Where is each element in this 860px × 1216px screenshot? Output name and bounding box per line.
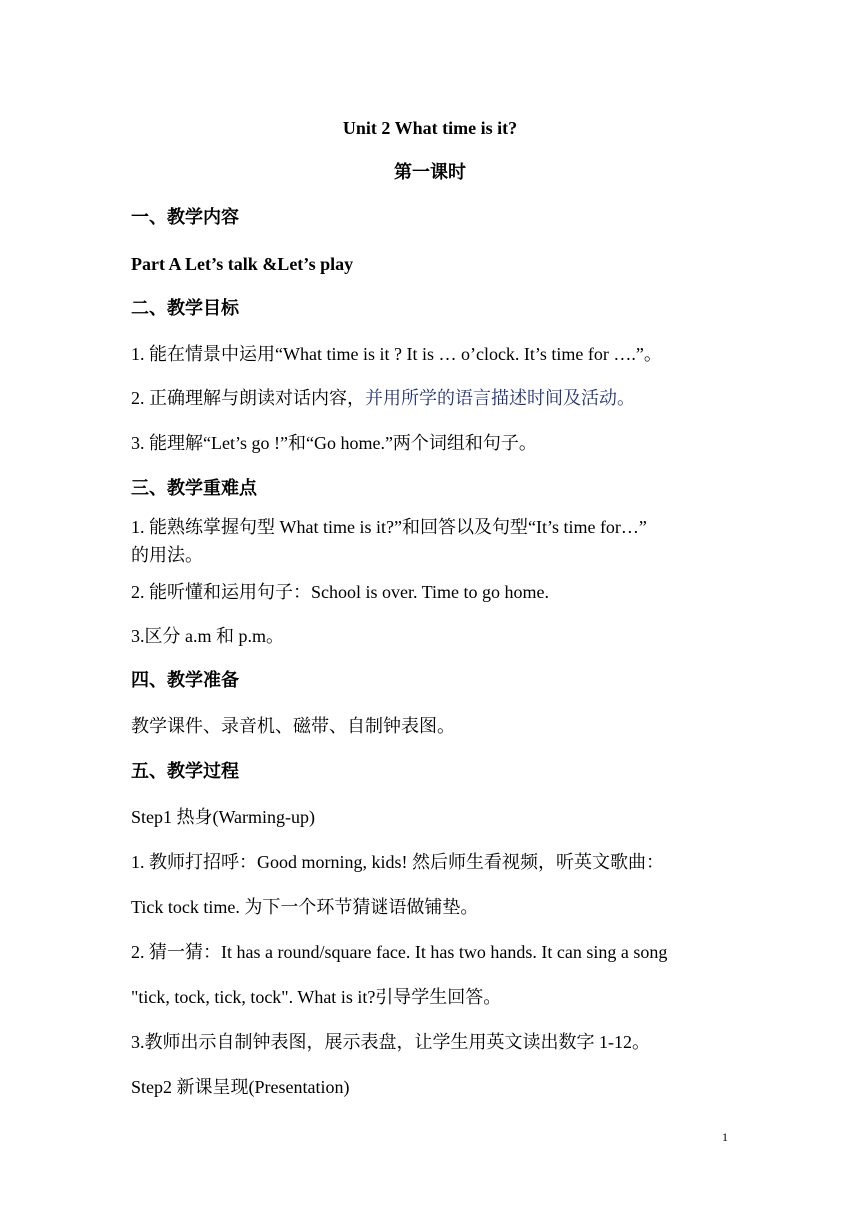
section-heading-content: 一、教学内容: [131, 207, 239, 228]
document-subtitle: 第一课时: [394, 162, 466, 183]
preparation-text: 教学课件、录音机、磁带、自制钟表图。: [131, 716, 455, 736]
section-heading-process: 五、教学过程: [131, 761, 239, 782]
step-1-title: Step1 热身(Warming-up): [131, 807, 316, 827]
step-2-title: Step2 新课呈现(Presentation): [131, 1077, 350, 1097]
step-1-item-3: 3.教师出示自制钟表图，展示表盘，让学生用英文读出数字 1-12。: [131, 1032, 650, 1052]
goal-item-3: 3. 能理解“Let’s go !”和“Go home.”两个词组和句子。: [131, 433, 537, 453]
section-heading-keypoints: 三、教学重难点: [131, 478, 257, 499]
step-1-item-1-line-2: Tick tock time. 为下一个环节猜谜语做铺垫。: [131, 897, 479, 917]
goal-item-1: 1. 能在情景中运用“What time is it ? It is … o’clock. It’s time for ….”。: [131, 344, 662, 364]
step-1-item-2-line-2: "tick, tock, tick, tock". What is it?引导学生回答。: [131, 987, 502, 1007]
step-1-item-2-line-1: 2. 猜一猜：It has a round/square face. It has two hands. It can sing a song: [131, 942, 668, 962]
content-text: Part A Let’s talk &Let’s play: [131, 254, 354, 274]
keypoint-item-1-line-2: 的用法。: [131, 545, 203, 565]
goal-item-2-end: 并用所学的语言描述时间及活动。: [365, 388, 635, 408]
step-1-item-1-line-1: 1. 教师打招呼：Good morning, kids! 然后师生看视频，听英文歌曲：: [131, 852, 664, 872]
document-title: Unit 2 What time is it?: [342, 118, 518, 138]
keypoint-item-1-line-1: 1. 能熟练掌握句型 What time is it?”和回答以及句型“It’s time for…”: [131, 517, 647, 537]
goal-item-2-start: 2. 正确理解与朗读对话内容，: [131, 388, 365, 408]
page-number: 1: [722, 1130, 728, 1144]
goal-item-2: [131, 386, 751, 410]
keypoint-item-2: 2. 能听懂和运用句子：School is over. Time to go home.: [131, 582, 550, 602]
keypoint-item-3: 3.区分 a.m 和 p.m。: [131, 626, 284, 646]
section-heading-preparation: 四、教学准备: [131, 670, 239, 691]
section-heading-goals: 二、教学目标: [131, 298, 239, 319]
